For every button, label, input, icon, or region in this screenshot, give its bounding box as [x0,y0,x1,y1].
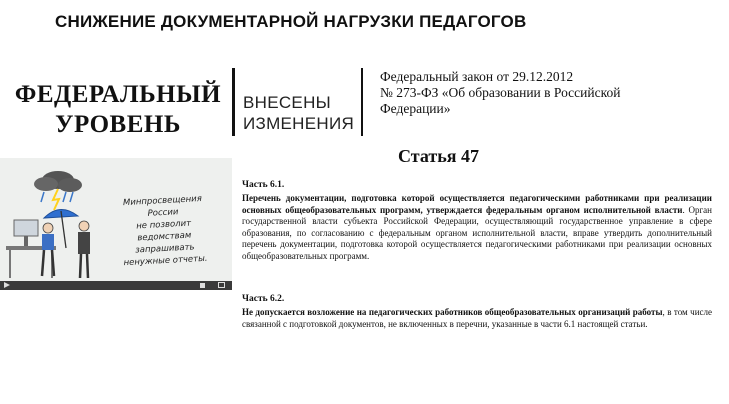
video-control-bar[interactable] [0,281,232,290]
law-line3: Федерации» [380,101,451,116]
fullscreen-icon[interactable] [218,282,225,288]
video-caption [106,192,222,270]
divider-left [232,68,235,136]
caption-line3: ведомствам запрашивать [135,230,195,256]
page-title: СНИЖЕНИЕ ДОКУМЕНТАРНОЙ НАГРУЗКИ ПЕДАГОГОВ [55,12,527,31]
part-6-1-text [242,193,712,263]
law-reference [380,69,710,117]
part-6-1-bold-text: Перечень документации, подготовка которой осуществляется педагогическими работниками при реализации основных общеобразовательных программ, утверждается федеральным органом исполнительной власти [242,193,712,215]
divider-right [361,68,363,136]
part-6-2-normal-text: , в том числе связанной с подготовкой документов, не включенных в перечни, указанные в части 6.1 настоящей статьи. [242,307,712,329]
part-6-1-normal-text: . Орган государственной власти субъекта Российской Федерации, осуществляющий государственное управление в сфере образования, по согласованию с федеральным органом исполнительной власти, вправе утвердить дополнительный перечень документации, подготовка которой осуществляется педагогическими работниками при реализации основных общеобразовательных программ. [242,204,712,261]
changes-line1: ВНЕСЕНЫ [243,93,331,112]
official-figure-icon [78,221,90,278]
video-player[interactable] [0,158,232,290]
federal-level-line1: ФЕДЕРАЛЬНЫЙ [14,81,222,108]
part-6-2-heading: Часть 6.2. [242,294,285,304]
law-line2: № 273-ФЗ «Об образовании в Российской [380,85,621,100]
law-line1: Федеральный закон от 29.12.2012 [380,69,574,84]
storm-cloud-icon [34,171,82,210]
caption-line4: ненужные отчеты. [123,253,208,269]
changes-line2: ИЗМЕНЕНИЯ [243,114,355,133]
teacher-figure-icon [42,223,54,276]
caption-line1: Минпросвещения России [122,193,203,219]
volume-icon[interactable] [200,283,205,288]
federal-level-heading [14,80,222,140]
federal-level-line2: УРОВЕНЬ [55,111,181,138]
caption-line2: не позволит [136,218,192,232]
article-title: Статья 47 [398,146,479,166]
play-icon[interactable] [4,282,10,288]
part-6-2-text [242,307,712,330]
changes-label [243,92,354,134]
part-6-2-bold-text: Не допускается возложение на педагогических работников общеобразовательных организаций работы [242,307,663,317]
part-6-1-heading: Часть 6.1. [242,180,285,190]
